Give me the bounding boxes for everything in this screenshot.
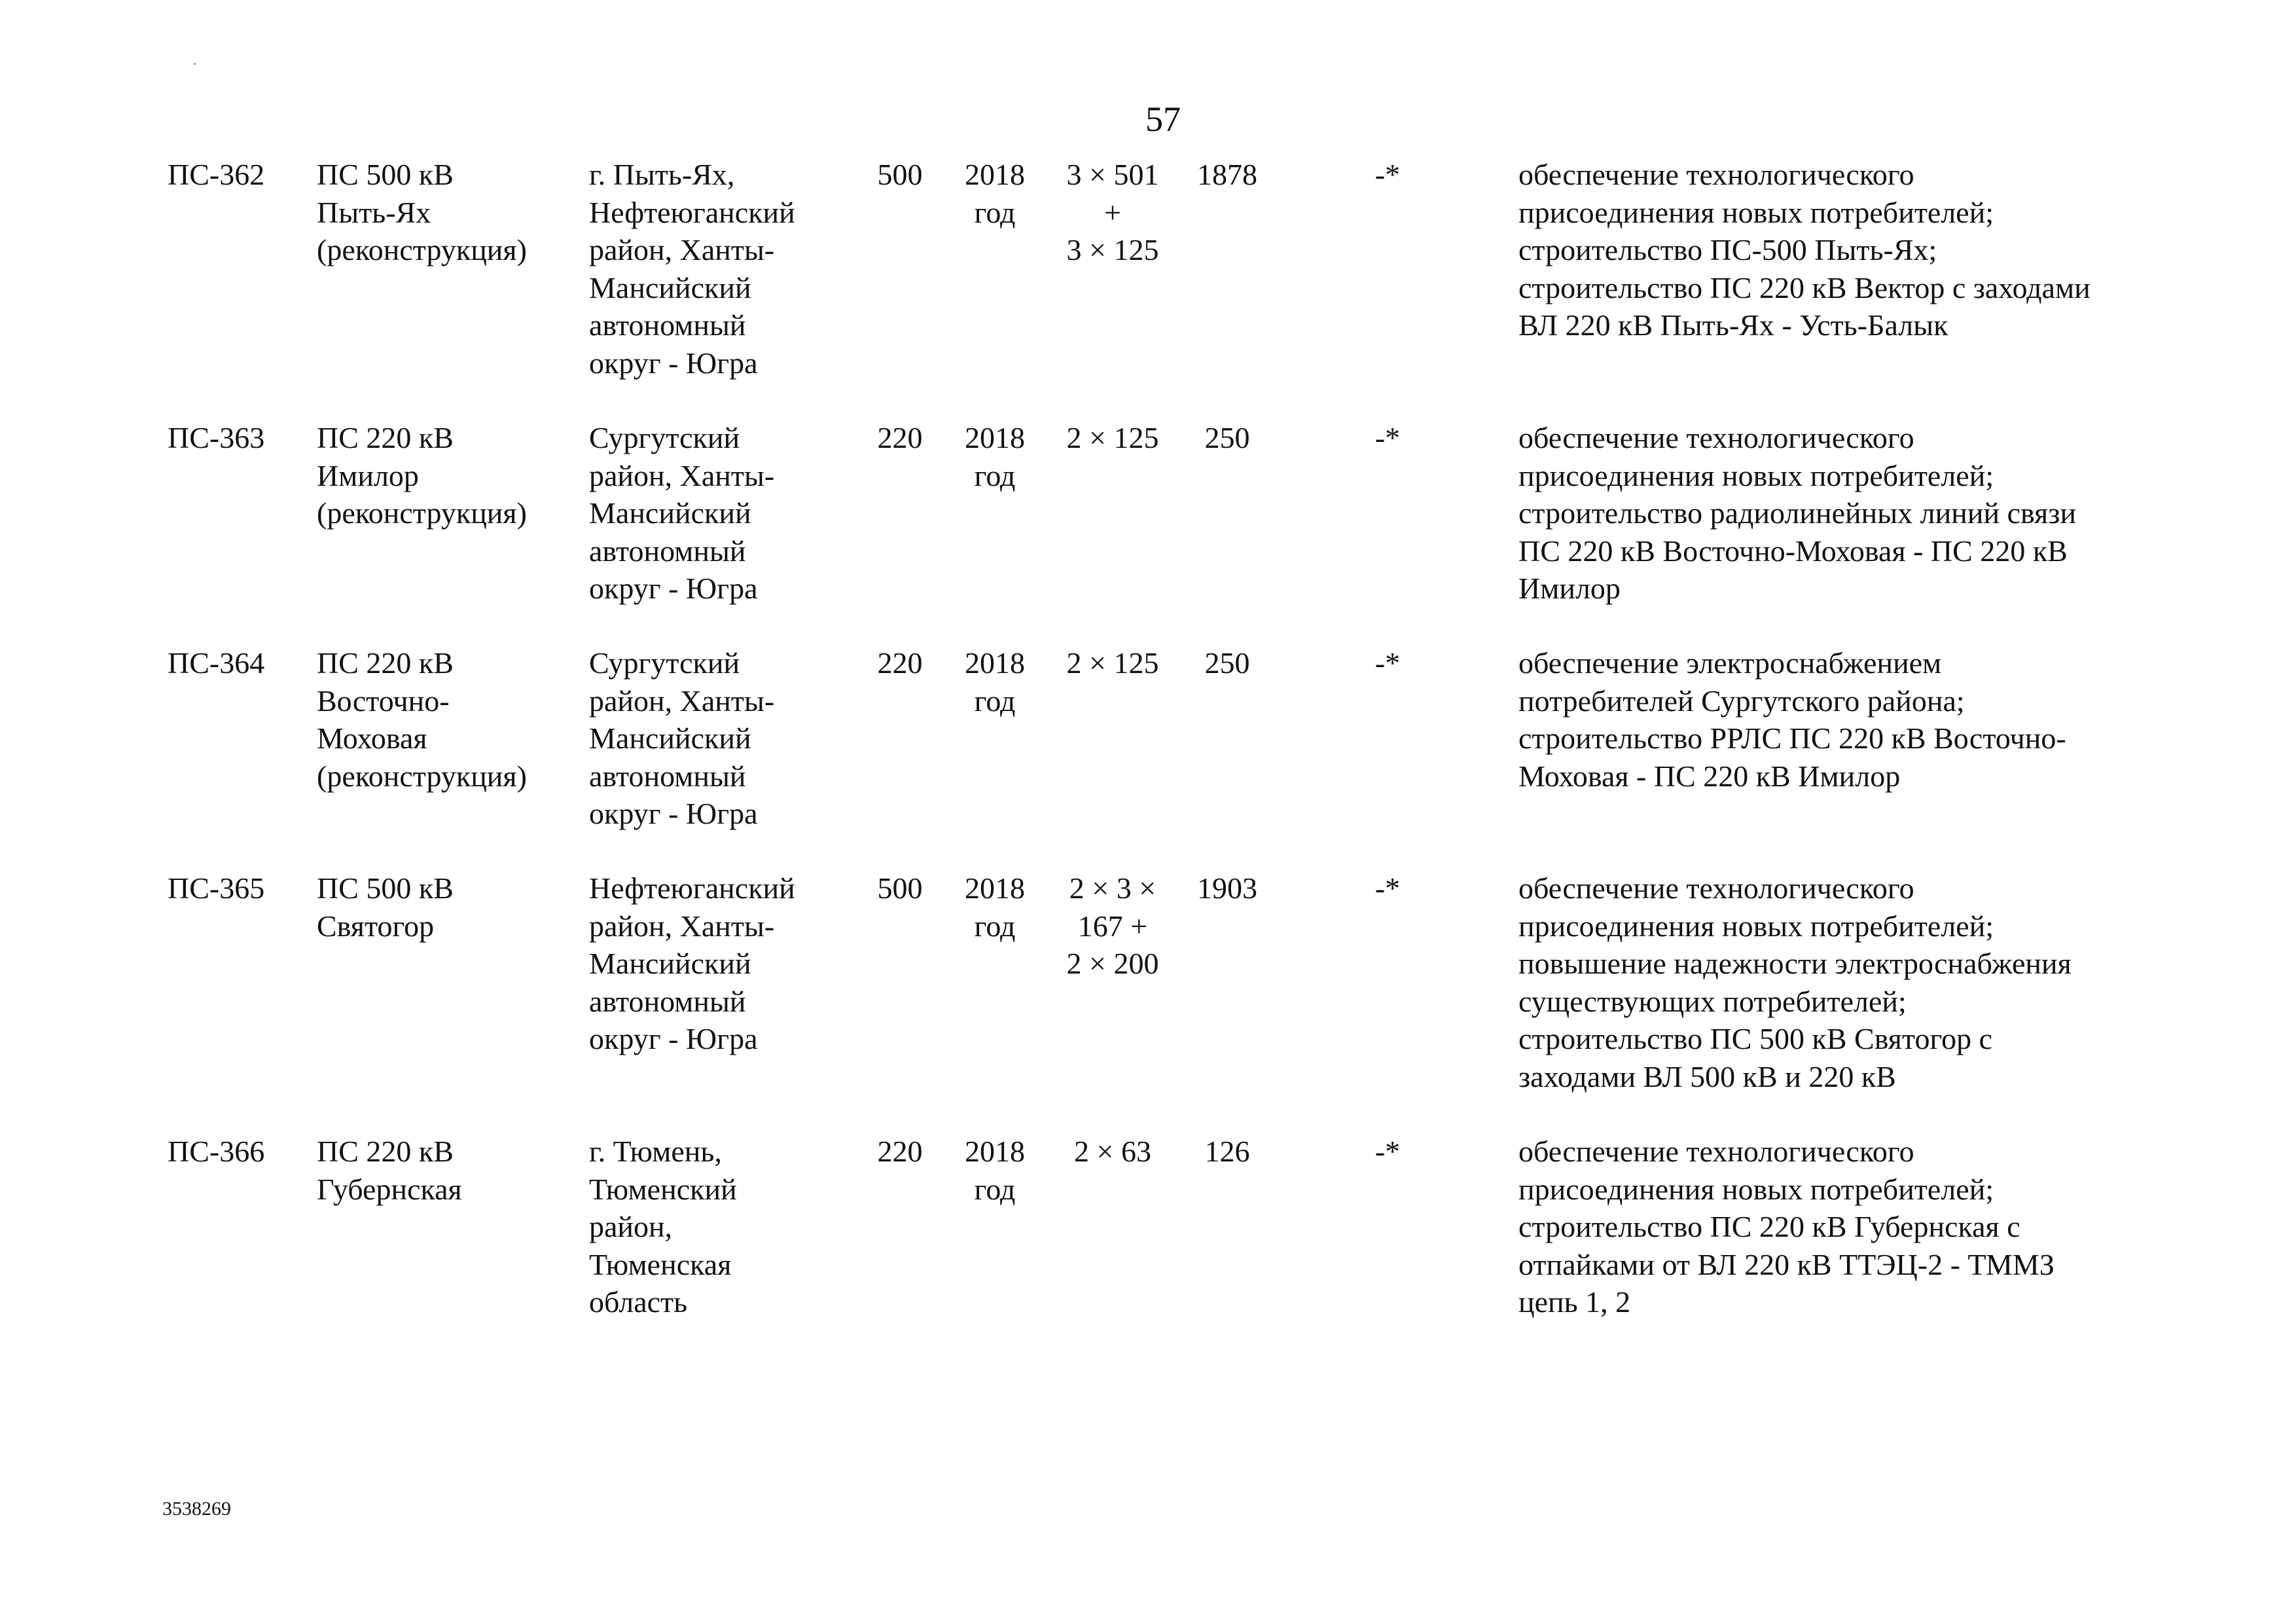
substation-code: ПС-363	[168, 421, 265, 454]
commission-year: 2018 год	[965, 421, 1025, 492]
substation-code: ПС-365	[168, 871, 265, 905]
document-code: 3538269	[162, 1498, 231, 1520]
total-power: 1903	[1197, 871, 1257, 905]
substation-code: ПС-366	[168, 1135, 265, 1168]
page-number: 57	[1145, 100, 1181, 139]
substation-location: Сургутский район, Ханты- Мансийский автономный округ - Югра	[589, 646, 775, 830]
voltage-class: 220	[877, 646, 923, 680]
voltage-class: 220	[877, 1135, 923, 1168]
substation-code: ПС-364	[168, 646, 265, 680]
purpose-text: обеспечение технологического присоединения новых потребителей; строительство ПС 220 кВ Губернская с отпайками от ВЛ 220 кВ ТТЭЦ-2 - ТММЗ цепь 1, 2	[1518, 1135, 2054, 1319]
substation-name: ПС 500 кВ Святогор	[317, 871, 454, 943]
total-power: 1878	[1197, 158, 1257, 191]
total-power: 126	[1204, 1135, 1250, 1168]
voltage-class: 500	[877, 158, 923, 191]
commission-year: 2018 год	[965, 646, 1025, 718]
commission-year: 2018 год	[965, 871, 1025, 943]
total-power: 250	[1204, 646, 1250, 680]
cost-value: -*	[1374, 421, 1401, 454]
substation-location: Нефтеюганский район, Ханты- Мансийский автономный округ - Югра	[589, 871, 795, 1055]
transformer-config: 2 × 3 × 167 + 2 × 200	[1066, 871, 1159, 980]
substation-location: г. Тюмень, Тюменский район, Тюменская область	[589, 1135, 737, 1319]
purpose-text: обеспечение технологического присоединения новых потребителей; строительство ПС-500 Пыть-Ях; строительство ПС 220 кВ Вектор с заходами ВЛ 220 кВ Пыть-Ях - Усть-Балык	[1518, 158, 2090, 342]
purpose-text: обеспечение технологического присоединения новых потребителей; повышение надежности электроснабжения существующих потребителей; строительство ПС 500 кВ Святогор с заходами ВЛ 500 кВ и 220 кВ	[1518, 871, 2072, 1093]
substation-location: г. Пыть-Ях, Нефтеюганский район, Ханты- Мансийский автономный округ - Югра	[589, 158, 795, 380]
purpose-text: обеспечение электроснабжением потребителей Сургутского района; строительство РРЛС ПС 220 кВ Восточно- Моховая - ПС 220 кВ Имилор	[1518, 646, 2066, 793]
voltage-class: 220	[877, 421, 923, 454]
substation-name: ПС 500 кВ Пыть-Ях (реконструкция)	[317, 158, 527, 266]
voltage-class: 500	[877, 871, 923, 905]
commission-year: 2018 год	[965, 158, 1025, 229]
substation-location: Сургутский район, Ханты- Мансийский автономный округ - Югра	[589, 421, 775, 605]
cost-value: -*	[1374, 1135, 1401, 1168]
cost-value: -*	[1374, 646, 1401, 680]
substation-name: ПС 220 кВ Восточно- Моховая (реконструкция)	[317, 646, 527, 793]
substation-name: ПС 220 кВ Имилор (реконструкция)	[317, 421, 527, 530]
transformer-config: 2 × 125	[1066, 646, 1159, 680]
total-power: 250	[1204, 421, 1250, 454]
cost-value: -*	[1374, 871, 1401, 905]
commission-year: 2018 год	[965, 1135, 1025, 1206]
cost-value: -*	[1374, 158, 1401, 191]
substation-code: ПС-362	[168, 158, 265, 191]
purpose-text: обеспечение технологического присоединения новых потребителей; строительство радиолинейных линий связи ПС 220 кВ Восточно-Моховая - ПС 220 кВ Имилор	[1518, 421, 2077, 605]
transformer-config: 3 × 501 + 3 × 125	[1066, 158, 1159, 266]
transformer-config: 2 × 125	[1066, 421, 1159, 454]
substation-name: ПС 220 кВ Губернская	[317, 1135, 462, 1206]
transformer-config: 2 × 63	[1074, 1135, 1151, 1168]
